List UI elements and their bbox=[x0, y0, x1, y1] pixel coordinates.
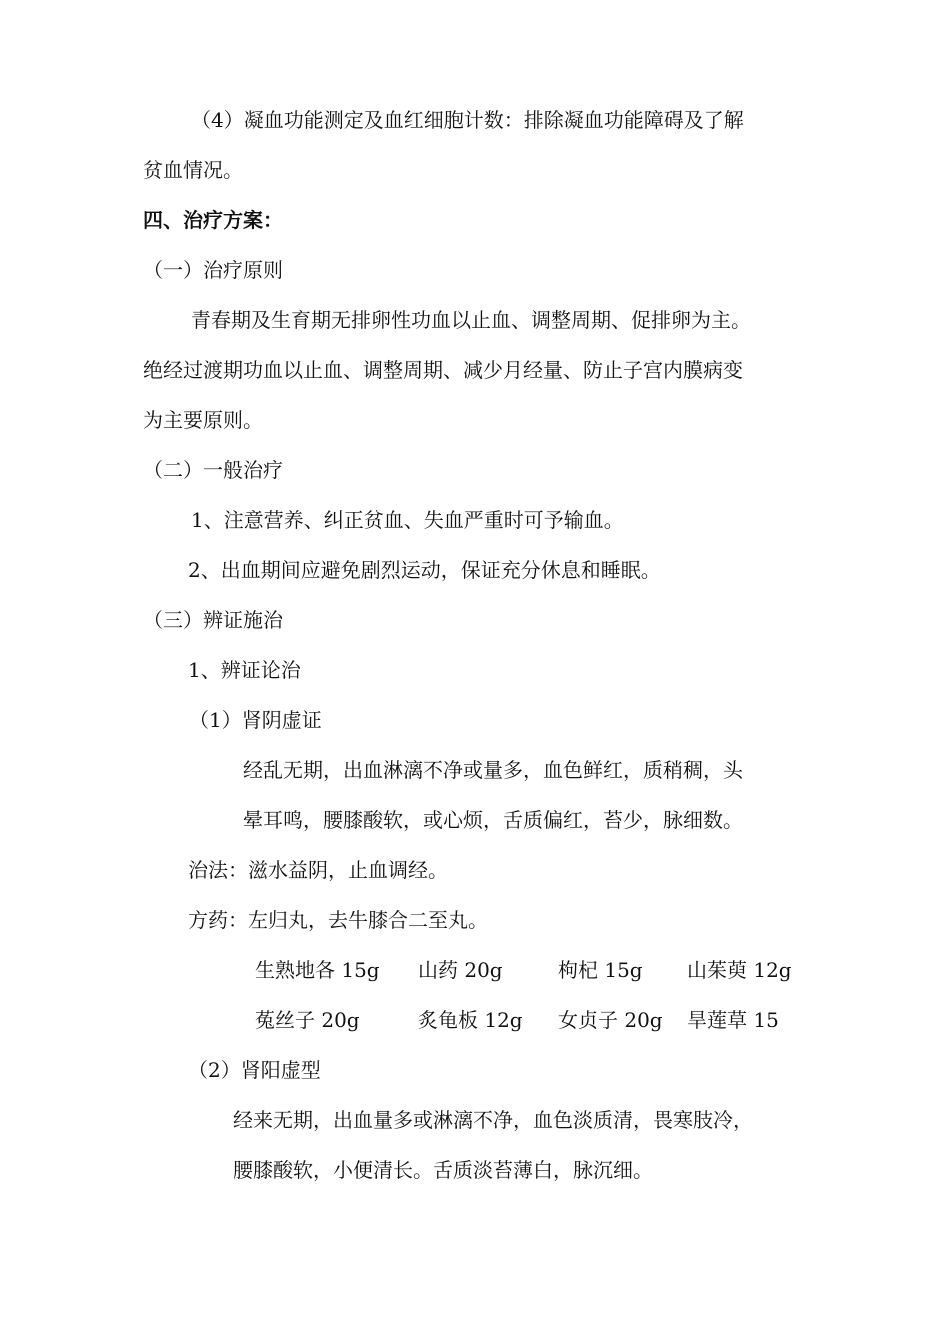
general-item-2: 2、出血期间应避免剧烈运动，保证充分休息和睡眠。 bbox=[188, 558, 661, 582]
herb-item: 炙龟板 12g bbox=[418, 1008, 523, 1032]
herb-item: 枸杞 15g bbox=[558, 958, 643, 982]
herb-item: 女贞子 20g bbox=[558, 1008, 663, 1032]
principle-line-1: 青春期及生育期无排卵性功血以止血、调整周期、促排卵为主。 bbox=[191, 308, 751, 332]
exam-item-4-line-1: （4）凝血功能测定及血红细胞计数：排除凝血功能障碍及了解 bbox=[191, 108, 744, 132]
kidney-yin-deficiency-title: （1）肾阴虚证 bbox=[189, 708, 322, 732]
subheading-general-treatment: （二）一般治疗 bbox=[143, 458, 283, 482]
herb-item: 山茱萸 12g bbox=[687, 958, 792, 982]
herb-item: 菟丝子 20g bbox=[255, 1008, 360, 1032]
kidney-yang-deficiency-title: （2）肾阳虚型 bbox=[188, 1058, 321, 1082]
herb-item: 生熟地各 15g bbox=[255, 958, 380, 982]
yang-symptoms-line-2: 腰膝酸软，小便清长。舌质淡苔薄白，脉沉细。 bbox=[233, 1158, 653, 1182]
principle-line-2: 绝经过渡期功血以止血、调整周期、减少月经量、防止子宫内膜病变 bbox=[143, 358, 743, 382]
yin-treatment-method: 治法：滋水益阴，止血调经。 bbox=[188, 858, 448, 882]
exam-item-4-line-2: 贫血情况。 bbox=[143, 158, 243, 182]
subheading-syndrome-treatment: （三）辨证施治 bbox=[143, 608, 283, 632]
herb-item: 旱莲草 15 bbox=[687, 1008, 779, 1032]
syndrome-differentiation-title: 1、辨证论治 bbox=[188, 658, 301, 682]
subheading-treatment-principle: （一）治疗原则 bbox=[143, 258, 283, 282]
principle-line-3: 为主要原则。 bbox=[143, 408, 263, 432]
general-item-1: 1、注意营养、纠正贫血、失血严重时可予输血。 bbox=[191, 508, 624, 532]
yin-symptoms-line-1: 经乱无期，出血淋漓不净或量多，血色鲜红，质稍稠，头 bbox=[243, 758, 743, 782]
section-heading-treatment: 四、治疗方案： bbox=[143, 208, 283, 232]
yin-prescription: 方药：左归丸，去牛膝合二至丸。 bbox=[188, 908, 488, 932]
yang-symptoms-line-1: 经来无期，出血量多或淋漓不净，血色淡质清，畏寒肢冷， bbox=[233, 1108, 753, 1132]
yin-symptoms-line-2: 晕耳鸣，腰膝酸软，或心烦，舌质偏红，苔少，脉细数。 bbox=[243, 808, 743, 832]
herb-item: 山药 20g bbox=[418, 958, 503, 982]
